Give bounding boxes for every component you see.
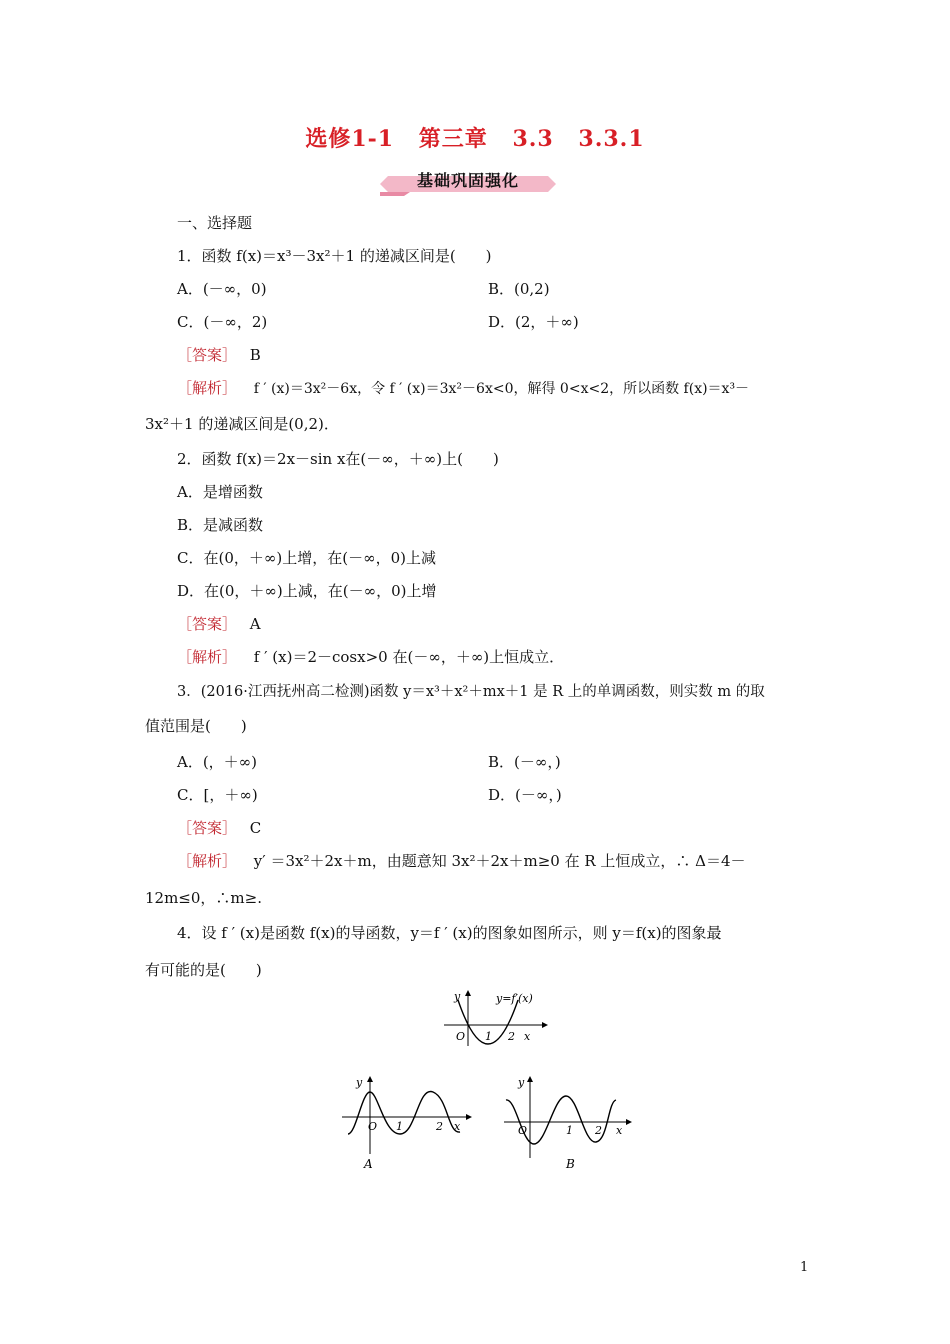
q4-stem-line-1: 4．设 f ′ (x)是函数 f(x)的导函数，y＝f ′ (x)的图象如图所示，则 y＝f(x)的图象最 bbox=[177, 924, 722, 942]
graph-origin-label: O bbox=[518, 1124, 528, 1137]
answer-tag: ［答案］ bbox=[177, 346, 238, 364]
analysis-tag: ［解析］ bbox=[177, 379, 238, 397]
q1-analysis-line-1 bbox=[177, 378, 749, 399]
title-part-2: 第三章 bbox=[418, 126, 488, 152]
graph-x-label: x bbox=[616, 1124, 623, 1137]
q2-option-a: A．是增函数 bbox=[177, 483, 263, 501]
title-part-4: 3.3.1 bbox=[578, 126, 645, 152]
q1-answer bbox=[177, 345, 261, 365]
section-heading: 一、选择题 bbox=[177, 214, 253, 232]
graph-x-label: x bbox=[454, 1120, 461, 1133]
q2-analysis-text: f ′ (x)＝2－cosx>0 在(－∞，＋∞)上恒成立． bbox=[253, 648, 565, 666]
q3-option-a: A．(，＋∞) bbox=[177, 753, 258, 771]
analysis-tag: ［解析］ bbox=[177, 852, 238, 870]
q3-option-d: D．(－∞，) bbox=[488, 786, 562, 804]
q2-stem: 2．函数 f(x)＝2x－sin x在(－∞，＋∞)上( ) bbox=[177, 450, 499, 468]
page-number: 1 bbox=[800, 1260, 809, 1275]
answer-tag: ［答案］ bbox=[177, 615, 238, 633]
q3-analysis-line-2: 12m≤0，∴m≥. bbox=[145, 889, 262, 907]
q3-option-b: B．(－∞，) bbox=[488, 753, 561, 771]
page-title bbox=[0, 122, 950, 153]
graph-tick-1: 1 bbox=[566, 1124, 573, 1137]
graph-origin-label: O bbox=[368, 1120, 378, 1133]
banner-text: 基础巩固强化 bbox=[416, 171, 519, 190]
graph-tick-2: 2 bbox=[508, 1030, 515, 1043]
q3-answer bbox=[177, 818, 261, 838]
title-part-3: 3.3 bbox=[512, 126, 554, 152]
q4-stem-line-2: 有可能的是( ) bbox=[145, 961, 262, 979]
graph-curve-label: y=f′(x) bbox=[496, 992, 533, 1005]
q3-stem-line-2: 值范围是( ) bbox=[145, 717, 247, 735]
option-a-graph bbox=[338, 1072, 478, 1180]
q1-analysis-text: f ′ (x)＝3x²－6x，令 f ′ (x)＝3x²－6x<0，解得 0<x<2，所以函数 f(x)＝x³－ bbox=[253, 381, 750, 397]
q2-option-d: D．在(0，＋∞)上减，在(－∞，0)上增 bbox=[177, 582, 437, 600]
title-part-1: 选修1-1 bbox=[305, 126, 395, 152]
graph-y-label: y bbox=[454, 990, 461, 1003]
q2-analysis bbox=[177, 647, 564, 667]
graph-y-label: y bbox=[518, 1076, 525, 1089]
q3-analysis-text: y′ ＝3x²＋2x＋m，由题意知 3x²＋2x＋m≥0 在 R 上恒成立，∴ Δ＝4－ bbox=[253, 852, 746, 870]
q3-option-c: C．[，＋∞) bbox=[177, 786, 258, 804]
answer-tag: ［答案］ bbox=[177, 819, 238, 837]
q1-analysis-line-2: 3x²＋1 的递减区间是(0,2)． bbox=[145, 415, 339, 433]
q1-option-d: D．(2，＋∞) bbox=[488, 313, 579, 331]
q1-stem: 1．函数 f(x)＝x³－3x²＋1 的递减区间是( ) bbox=[177, 247, 492, 265]
q1-option-b: B．(0,2) bbox=[488, 280, 550, 298]
q3-stem-line-1: 3．(2016·江西抚州高二检测)函数 y＝x³＋x²＋mx＋1 是 R 上的单调函数，则实数 m 的取 bbox=[177, 684, 765, 700]
q1-option-c: C．(－∞，2) bbox=[177, 313, 268, 331]
graph-caption: B bbox=[566, 1157, 575, 1171]
q3-answer-value: C bbox=[249, 819, 262, 837]
graph-tick-1: 1 bbox=[396, 1120, 403, 1133]
graph-y-label: y bbox=[356, 1076, 363, 1089]
derivative-graph bbox=[438, 988, 550, 1048]
q2-option-b: B．是减函数 bbox=[177, 516, 264, 534]
q2-answer bbox=[177, 614, 261, 634]
graph-origin-label: O bbox=[456, 1030, 466, 1043]
graph-x-label: x bbox=[524, 1030, 531, 1043]
q1-option-a: A．(－∞，0) bbox=[177, 280, 267, 298]
option-b-graph bbox=[500, 1072, 640, 1180]
q1-answer-value: B bbox=[249, 346, 261, 364]
graph-tick-1: 1 bbox=[485, 1030, 492, 1043]
q2-answer-value: A bbox=[249, 615, 261, 633]
q3-analysis-line-1 bbox=[177, 851, 746, 871]
graph-tick-2: 2 bbox=[436, 1120, 443, 1133]
graph-caption: A bbox=[364, 1157, 373, 1171]
graph-tick-2: 2 bbox=[595, 1124, 602, 1137]
analysis-tag: ［解析］ bbox=[177, 648, 238, 666]
q2-option-c: C．在(0，＋∞)上增，在(－∞，0)上减 bbox=[177, 549, 436, 567]
section-banner bbox=[380, 170, 556, 196]
